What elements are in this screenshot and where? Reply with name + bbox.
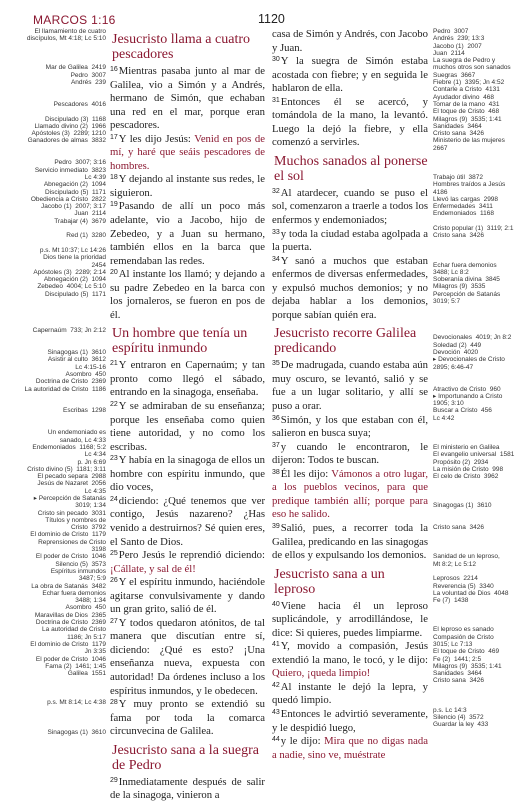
verse-text: Entonces él se acercó, y tomándola de la mano, la levantó. Luego la dejó la fiebre, y ella comenzó a servirles. (272, 95, 428, 149)
verse (272, 28, 428, 55)
verse-number: 28 (110, 699, 118, 707)
verse (272, 414, 428, 441)
verse-text: y toda la ciudad estaba agolpada a la puerta. (272, 227, 428, 254)
verse-text: casa de Simón y Andrés, con Jacobo y Juan. (272, 28, 428, 54)
words-of-christ: Mira que no digas nada a nadie, sino ve, muéstrate (272, 735, 428, 761)
verse-text: Al atardecer, cuando se puso el sol, comenzaron a traerle a todos los enfermos y endemoniados; (272, 186, 428, 227)
verse (272, 708, 428, 735)
verse-text: y le dijo: (280, 735, 325, 748)
section-heading: Jesucristo recorre Galilea predicando (274, 326, 417, 357)
book-reference: MARCOS 1:16 (33, 13, 116, 27)
verse-text: Y el espíritu inmundo, haciéndole agitarse convulsivamente y dando un gran grito, salió de él. (110, 576, 265, 616)
verse-text: Y se admiraban de su enseñanza; porque les enseñaba como quien tiene autoridad, y no como los escribas. (110, 400, 265, 453)
verse (110, 698, 265, 739)
right-margin-references: Pedro 3007 Andrés 239; 13:3 Jacobo (1) 2007 Juan 2114 La suegra de Pedro y muchos otros son sanados Suegras 3667 Fiebre (1) 3395; Jn 4:52 Contarle a Cristo 4131 Ayudador divino 468 Tomar de la mano 431 El toque de Cristo 468 Milagros (9) 3535; 1:41 Sanidades 3464 Cristo sana 3426 Ministerio de las mujeres 2667 Trabajo útil 3872 Hombres traídos a Jesús 4186 Llevó las cargas 2998 Enfermedades 3411 Endemoniados 1168 Cristo popular (1) 3119; 2:1 Cristo sana 3426 Echar fuera demonios 3488; Lc 8:2 Soberanía divina 3845 Milagros (9) 3535 Percepción de Satanás 3019; 5:7 Devocionales 4019; Jn 8:2 Soledad (2) 449 Devoción 4020 ▸ Devocionales de Cristo 2895; 6:46-47 Atractivo de Cristo 960 ▸ Importunando a Cristo 1905; 3:10 Buscar a Cristo 456 Lc 4:42 El ministerio en Galilea El evangelio universal 1581 Propósito (2) 2934 La misión de Cristo 998 El celo de Cristo 3962 Sinagogas (1) 3610 Cristo sana 3426 Sanidad de un leproso, Mt 8:2; Lc 5:12 Leprosos 2214 Reverencia (5) 3340 La voluntad de Dios 4048 Fe (7) 1438 El leproso es sanado Compasión de Cristo 3015; Lc 7:13 El toque de Cristo 469 Fe (2) 1441; 2:5 Milagros (9) 3535; 1:41 Sanidades 3464 Cristo sana 3426 p.s. Lc 14:3 Silencio (4) 3572 Guardar la ley 433 (433, 28, 515, 729)
verse-text: Y entraron en Capernaúm; y tan pronto como llegó el sábado, entrando en la sinagoga, enseñaba. (110, 359, 265, 399)
verse (272, 55, 428, 96)
verse-text: Y, movido a compasión, Jesús extendió la mano, le tocó, y le dijo: (272, 640, 428, 666)
verse-number: 18 (110, 174, 118, 182)
verse-number: 26 (110, 577, 118, 585)
page-header (0, 6, 527, 26)
verse (272, 681, 428, 708)
verse-number: 31 (272, 96, 280, 104)
verse-text: Salió, pues, a recorrer toda la Galilea, predicando en las sinagogas de ellos y expulsando los demonios. (272, 521, 428, 562)
verse (110, 359, 265, 400)
verse (272, 735, 428, 762)
verse (272, 187, 428, 228)
verse-text: Simón, y los que estaban con él, salieron en busca suya; (272, 413, 428, 440)
verse-number: 16 (110, 66, 118, 73)
verse (272, 640, 428, 681)
verse (272, 255, 428, 323)
verse (110, 65, 265, 133)
verse-text: Y muy pronto se extendió su fama por toda la comarca circunvecina de Galilea. (110, 698, 265, 738)
verse-number: 44 (272, 736, 280, 744)
page-number: 1120 (258, 12, 285, 26)
verse-text: Al instante le dejó la lepra, y quedó limpio. (272, 680, 428, 707)
verse-number: 20 (110, 269, 118, 277)
verse-text: diciendo: ¿Qué tenemos que ver contigo, Jesús nazareno? ¿Has venido a destruirnos? Sé quien eres, el Santo de Dios. (110, 494, 265, 548)
words-of-christ: Quiero, ¡queda limpio! (272, 667, 371, 680)
verse (110, 173, 265, 200)
words-of-christ: ¡Cállate, y sal de él! (110, 562, 196, 575)
verse-number: 42 (272, 681, 280, 689)
section-heading: Jesucristo sana a un leproso (274, 566, 385, 597)
verse (110, 576, 265, 617)
verse-number: 23 (110, 455, 118, 463)
section-heading: Muchos sanados al ponerse el sol (274, 153, 428, 184)
left-margin-references: El llamamiento de cuatro discípulos, Mt 4:18; Lc 5:10 Mar de Galilea 2419 Pedro 3007 Andrés 239 Pescadores 4016 Discipulado (3) 1168 Llamado divino (2) 1966 Apóstoles (3) 2289; 1210 Ganadores de almas 3832 Pedro 3007; 3:16 Servicio inmediato 3823 Lc 4:39 Abnegación (2) 1094 Discipulado (5) 1171 Obediencia a Cristo 2822 Jacobo (1) 2007; 3:17 Juan 2114 Trabajar (4) 3679 Red (1) 3280 p.s. Mt 10:37; Lc 14:26 Dios tiene la prioridad 2454 Apóstoles (3) 2289; 2:14 Abnegación (2) 1094 Zebedeo 4004; Lc 5:10 Discipulado (5) 1171 Capernaúm 733; Jn 2:12 Sinagogas (1) 3610 Asistir al culto 3612 Lc 4:15-16 Asombro 450 Doctrina de Cristo 2369 La autoridad de Cristo 1186 Escribas 1298 Un endemoniado es sanado, Lc 4:33 Endemoniados 1168; 5:2 Lc 4:34 p. Jn 6:69 Cristo divino (5) 1181; 3:11 El pecado separa 2988 Jesús de Nazaret 2056 Lc 4:35 ▸ Percepción de Satanás 3019; 1:34 Cristo sin pecado 3031 Títulos y nombres de Cristo 3792 El dominio de Cristo 1179 Reprensiones de Cristo 3198 El poder de Cristo 1046 Silencio (5) 3573 Espíritus inmundos 3487; 5:9 La obra de Satanás 3482 Echar fuera demonios 3488; 1:34 Asombro 450 Maravillas de Dios 2365 Doctrina de Cristo 2369 La autoridad de Cristo 1186; Jn 5:17 El dominio de Cristo 1179 Jn 3:35 El poder de Cristo 1046 Fama (2) 1461; 1:45 Galilea 1551 p.s. Mt 8:14; Lc 4:38 Sinagogas (1) 3610 (24, 28, 106, 736)
verse-text: Al instante los llamó; y dejando a su padre Zebedeo en la barca con los jornaleros, se fueron en pos de él. (110, 268, 265, 321)
text-column-2 (272, 28, 428, 762)
verse-number: 34 (272, 255, 280, 263)
verse (110, 617, 265, 698)
verse (272, 96, 428, 150)
verse-text: De madrugada, cuando estaba aún muy oscuro, se levantó, salió y se fue a un lugar solitario, y allí se puso a orar. (272, 359, 428, 413)
verse-number: 24 (110, 495, 118, 503)
verse (272, 359, 428, 413)
text-column-1 (110, 28, 265, 803)
words-of-christ: Venid en pos de mí, y haré que seáis pescadores de hombres. (110, 132, 265, 172)
words-of-christ: Vámonos a otro lugar, a los pueblos vecinos, para que predique también allí; porque para eso he salido. (272, 467, 428, 521)
verse (272, 522, 428, 563)
verse-number: 30 (272, 56, 280, 64)
verse-text: Mientras pasaba junto al mar de Galilea, vio a Simón y a Andrés, hermano de Simón, que echaban una red en el mar, porque eran pescadores. (110, 65, 265, 132)
verse-number: 39 (272, 522, 280, 530)
verse-number: 41 (272, 641, 280, 649)
verse-text: Y sanó a muchos que estaban enfermos de diversas enfermedades, y expulsó muchos demonios; y no dejaba hablar a los demonios, porque sabían quién era. (272, 254, 428, 321)
verse-number: 21 (110, 360, 118, 368)
verse-number: 22 (110, 401, 118, 409)
verse (110, 400, 265, 454)
verse-number: 38 (272, 468, 280, 476)
verse (110, 454, 265, 495)
verse-text: y cuando le encontraron, le dijeron: Todos te buscan. (272, 440, 428, 467)
verse-number: 29 (110, 776, 118, 784)
section-heading: Un hombre que tenía un espíritu inmundo (112, 326, 248, 357)
verse (272, 468, 428, 522)
verse-number: 43 (272, 708, 280, 716)
verse (272, 441, 428, 468)
section-heading: Jesucristo sana a la suegra de Pedro (112, 742, 259, 773)
verse-text: Entonces le advirtió severamente, y le despidió luego, (272, 707, 428, 734)
verse (110, 776, 265, 803)
verse (110, 549, 265, 576)
section-heading: Jesucristo llama a cuatro pescadores (112, 32, 251, 62)
verse (110, 495, 265, 549)
verse (110, 268, 265, 322)
verse-text: Y todos quedaron atónitos, de tal manera que discutían entre sí, diciendo: ¿Qué es esto? ¡Una enseñanza nueva, expuesta con autoridad! Da órdenes incluso a los espíritus inmundos, y le obedecen. (110, 616, 265, 697)
verse (272, 600, 428, 641)
verse-text: Y les dijo Jesús: (118, 132, 195, 145)
verse-number: 40 (272, 600, 280, 608)
verse-text: Inmediatamente después de salir de la sinagoga, vinieron a (110, 775, 265, 802)
verse-text: Y dejando al instante sus redes, le siguieron. (110, 173, 265, 199)
verse (110, 133, 265, 174)
verse-text: Pasando de allí un poco más adelante, vio a Jacobo, hijo de Zebedeo, y a Juan su hermano, también ellos en la barca que remendaban las redes. (110, 200, 265, 267)
verse-text: Viene hacia él un leproso suplicándole, y arrodillándose, le dice: Si quieres, puedes limpiarme. (272, 599, 428, 639)
verse-number: 17 (110, 133, 118, 141)
verse-text: Pero Jesús le reprendió diciendo: (118, 549, 265, 562)
verse-text: Y había en la sinagoga de ellos un hombre con espíritu inmundo, que dio voces, (110, 454, 265, 494)
verse-text: Él les dijo: (280, 467, 332, 480)
verse-number: 35 (272, 360, 280, 368)
verse (272, 228, 428, 255)
verse-number: 36 (272, 414, 280, 422)
verse-number: 19 (110, 201, 118, 209)
verse-number: 27 (110, 617, 118, 625)
verse-number: 37 (272, 441, 280, 449)
verse (110, 200, 265, 268)
verse-number: 25 (110, 550, 118, 558)
verse-number: 32 (272, 187, 280, 195)
verse-text: Y la suegra de Simón estaba acostada con fiebre; y en seguida le hablaron de ella. (272, 55, 428, 95)
verse-number: 33 (272, 228, 280, 236)
